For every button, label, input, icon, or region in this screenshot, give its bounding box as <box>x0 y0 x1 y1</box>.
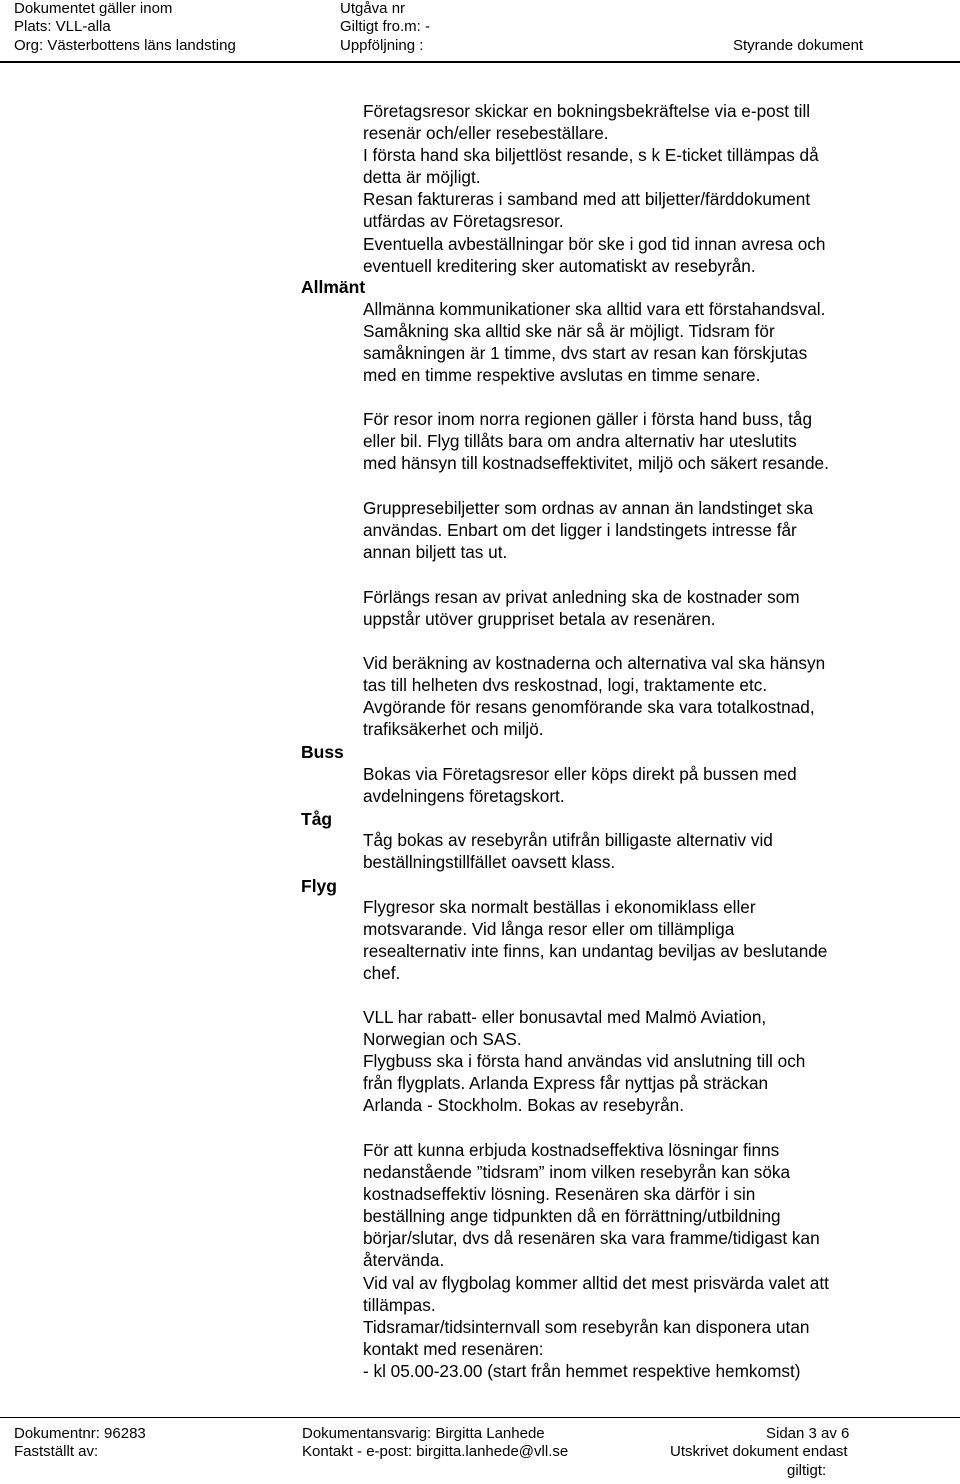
text-line: Allmänna kommunikationer ska alltid vara ett förstahandsval. <box>363 299 826 319</box>
text-line: Tidsramar/tidsinternvall som resebyrån kan disponera utan <box>363 1316 810 1337</box>
paragraph-flyg <box>363 896 923 984</box>
text-line: kostnadseffektiv lösning. Resenären ska därför i sin <box>363 1184 756 1205</box>
text-line: tas till helheten dvs reskostnad, logi, traktamente etc. <box>363 675 768 696</box>
header-col1-line3: Org: Västerbottens läns landsting <box>14 37 236 54</box>
section-label-tag: Tåg <box>301 809 333 829</box>
header-col1-line1: Dokumentet gäller inom <box>14 0 173 17</box>
text-line: utfärdas av Företagsresor. <box>363 211 564 232</box>
text-line: Avgörande för resans genomförande ska vara totalkostnad, <box>363 697 815 718</box>
text-line: Resan faktureras i samband med att biljetter/färddokument <box>363 189 811 210</box>
text-line: Eventuella avbeställningar bör ske i god tid innan avresa och <box>363 233 826 254</box>
text-line: Företagsresor skickar en bokningsbekräftelse via e-post till <box>363 101 811 121</box>
paragraph-norra-regionen <box>363 408 923 474</box>
footer-page-number: Sidan 3 av 6 <box>766 1425 850 1442</box>
text-line: uppstår utöver gruppriset betala av resenären. <box>363 609 716 630</box>
footer-valid: giltigt: <box>787 1462 827 1479</box>
text-line: samåkningen är 1 timme, dvs start av resan kan förskjutas <box>363 343 808 364</box>
footer-faststallt: Fastställt av: <box>14 1443 99 1460</box>
text-line: beställning ange tidpunkten då en förrättning/utbildning <box>363 1206 781 1227</box>
text-line: beställningstillfället oavsett klass. <box>363 852 616 873</box>
text-line: chef. <box>363 963 401 984</box>
text-line: För att kunna erbjuda kostnadseffektiva lösningar finns <box>363 1140 780 1160</box>
text-line: från flygplats. Arlanda Express får nyttjas på sträckan <box>363 1073 769 1094</box>
text-line: återvända. <box>363 1250 445 1271</box>
section-label-allmant: Allmänt <box>301 277 366 297</box>
text-line: börjar/slutar, dvs då resenären ska vara framme/tidigast kan <box>363 1228 820 1249</box>
text-line: Bokas via Företagsresor eller köps direkt på bussen med <box>363 764 797 784</box>
section-label-buss: Buss <box>301 742 344 762</box>
text-line: eventuell kreditering sker automatiskt av resebyrån. <box>363 255 756 276</box>
header-col2-line1: Utgåva nr <box>340 0 406 17</box>
text-line: Gruppresebiljetter som ordnas av annan än landstinget ska <box>363 498 814 518</box>
text-line: med hänsyn till kostnadseffektivitet, miljö och säkert resande. <box>363 453 829 474</box>
footer-divider <box>0 1417 960 1418</box>
text-line: För resor inom norra regionen gäller i första hand buss, tåg <box>363 409 813 429</box>
text-line: resenär och/eller resebeställare. <box>363 123 609 144</box>
header-col2-line2: Giltigt fro.m: - <box>340 18 431 35</box>
text-line: - kl 05.00-23.00 (start från hemmet respektive hemkomst) <box>363 1360 801 1381</box>
paragraph-berakning <box>363 652 923 740</box>
text-line: användas. Enbart om det ligger i landstingets intresse får <box>363 520 797 541</box>
text-line: Flygresor ska normalt beställas i ekonomiklass eller <box>363 897 756 917</box>
paragraph-tidsram <box>363 1139 923 1382</box>
text-line: motsvarande. Vid långa resor eller om tillämpliga <box>363 919 735 940</box>
section-label-flyg: Flyg <box>301 876 337 896</box>
text-line: Vid beräkning av kostnaderna och alternativa val ska hänsyn <box>363 653 826 673</box>
paragraph-buss <box>363 763 923 807</box>
text-line: Flygbuss ska i första hand användas vid anslutning till och <box>363 1051 806 1072</box>
footer-printed-notice: Utskrivet dokument endast <box>670 1443 848 1460</box>
paragraph-gruppresebiljetter <box>363 497 923 563</box>
text-line: med en timme respektive avslutas en timme senare. <box>363 365 761 386</box>
text-line: detta är möjligt. <box>363 167 481 188</box>
text-line: eller bil. Flyg tillåts bara om andra alternativ har uteslutits <box>363 431 797 452</box>
text-line: tillämpas. <box>363 1294 436 1315</box>
text-line: Vid val av flygbolag kommer alltid det mest prisvärda valet att <box>363 1272 829 1293</box>
header-col1-line2: Plats: VLL-alla <box>14 18 111 35</box>
header-col3: Styrande dokument <box>733 37 864 54</box>
text-line: Förlängs resan av privat anledning ska de kostnader som <box>363 587 800 607</box>
paragraph-forlangs <box>363 586 923 630</box>
footer-document-number: Dokumentnr: 96283 <box>14 1425 146 1442</box>
header-divider <box>0 61 960 63</box>
text-line: annan biljett tas ut. <box>363 542 508 563</box>
text-line: resealternativ inte finns, kan undantag beviljas av beslutande <box>363 941 828 962</box>
text-line: avdelningens företagskort. <box>363 786 565 807</box>
paragraph-rabattavtal <box>363 1006 923 1116</box>
paragraph-allmant <box>363 298 923 386</box>
footer-document-owner: Dokumentansvarig: Birgitta Lanhede <box>302 1425 545 1442</box>
text-line: trafiksäkerhet och miljö. <box>363 719 544 740</box>
text-line: nedanstående ”tidsram” inom vilken resebyrån kan söka <box>363 1162 791 1183</box>
paragraph-tag <box>363 829 923 873</box>
text-line: kontakt med resenären: <box>363 1338 544 1359</box>
text-line: Tåg bokas av resebyrån utifrån billigaste alternativ vid <box>363 830 773 850</box>
header-col2-line3: Uppföljning : <box>340 37 424 54</box>
text-line: Samåkning ska alltid ske när så är möjligt. Tidsram för <box>363 321 775 342</box>
footer-contact-email: Kontakt - e-post: birgitta.lanhede@vll.se <box>302 1443 569 1460</box>
text-line: Norwegian och SAS. <box>363 1029 522 1050</box>
text-line: Arlanda - Stockholm. Bokas av resebyrån. <box>363 1095 684 1116</box>
text-line: I första hand ska biljettlöst resande, s k E-ticket tillämpas då <box>363 145 819 166</box>
paragraph-booking <box>363 100 923 277</box>
text-line: VLL har rabatt- eller bonusavtal med Malmö Aviation, <box>363 1007 767 1027</box>
